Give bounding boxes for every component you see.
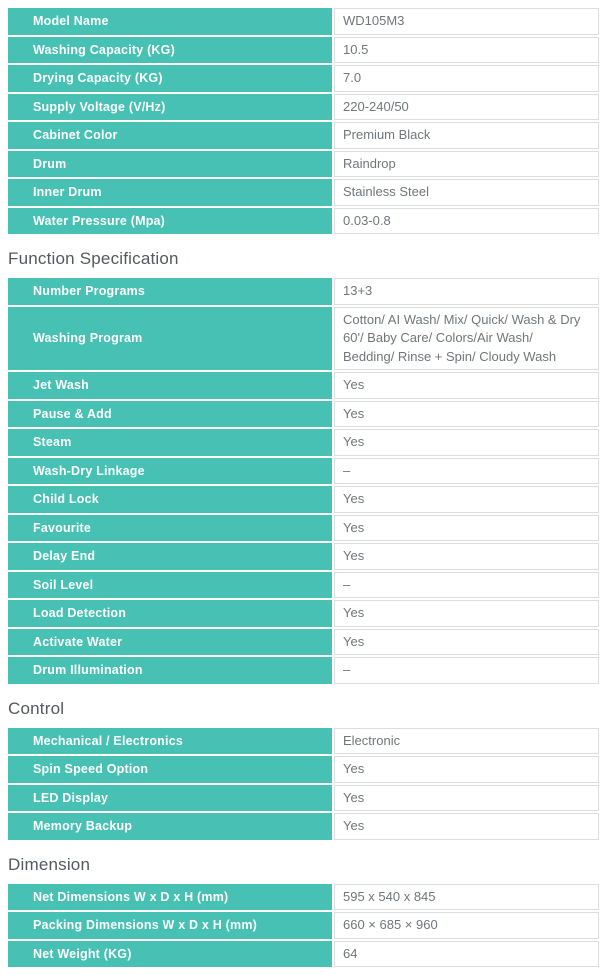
spec-value: Yes	[334, 600, 599, 627]
spec-value: 10.5	[334, 37, 599, 64]
spec-row	[8, 515, 599, 542]
spec-row	[8, 912, 599, 939]
spec-value: 7.0	[334, 65, 599, 92]
spec-row	[8, 657, 599, 684]
spec-row	[8, 372, 599, 399]
spec-value: 0.03-0.8	[334, 208, 599, 235]
spec-row	[8, 401, 599, 428]
spec-label: Drum	[8, 151, 332, 178]
spec-row	[8, 785, 599, 812]
spec-label: Pause & Add	[8, 401, 332, 428]
spec-value: Yes	[334, 515, 599, 542]
spec-value: Yes	[334, 401, 599, 428]
spec-label: Net Weight (KG)	[8, 941, 332, 968]
spec-row	[8, 543, 599, 570]
section-heading-dimension: Dimension	[8, 854, 91, 874]
spec-label: Washing Program	[8, 307, 332, 371]
spec-table	[8, 884, 599, 968]
spec-value: Yes	[334, 756, 599, 783]
spec-row	[8, 151, 599, 178]
spec-section	[8, 8, 599, 234]
spec-row	[8, 65, 599, 92]
section-heading-control: Control	[8, 698, 65, 718]
spec-row	[8, 94, 599, 121]
spec-value: 595 x 540 x 845	[334, 884, 599, 911]
spec-label: Drying Capacity (KG)	[8, 65, 332, 92]
spec-value: Raindrop	[334, 151, 599, 178]
spec-value: Yes	[334, 813, 599, 840]
spec-value: –	[334, 657, 599, 684]
spec-row	[8, 600, 599, 627]
spec-row	[8, 307, 599, 371]
spec-row	[8, 572, 599, 599]
spec-row	[8, 278, 599, 305]
spec-section	[8, 249, 599, 684]
spec-row	[8, 728, 599, 755]
spec-value: 220-240/50	[334, 94, 599, 121]
spec-label: Number Programs	[8, 278, 332, 305]
spec-row	[8, 629, 599, 656]
spec-row	[8, 179, 599, 206]
spec-row	[8, 208, 599, 235]
spec-table	[8, 278, 599, 684]
spec-value: Electronic	[334, 728, 599, 755]
spec-row	[8, 37, 599, 64]
spec-value: Yes	[334, 486, 599, 513]
spec-label: Model Name	[8, 8, 332, 35]
spec-value: 660 × 685 × 960	[334, 912, 599, 939]
spec-value: Yes	[334, 785, 599, 812]
spec-label: Water Pressure (Mpa)	[8, 208, 332, 235]
spec-label: Mechanical / Electronics	[8, 728, 332, 755]
spec-row	[8, 429, 599, 456]
spec-value: Yes	[334, 429, 599, 456]
spec-row	[8, 458, 599, 485]
spec-section	[8, 699, 599, 840]
spec-label: Favourite	[8, 515, 332, 542]
spec-value: Yes	[334, 629, 599, 656]
spec-label: Packing Dimensions W x D x H (mm)	[8, 912, 332, 939]
spec-value: 13+3	[334, 278, 599, 305]
spec-label: Child Lock	[8, 486, 332, 513]
spec-label: Memory Backup	[8, 813, 332, 840]
spec-row	[8, 122, 599, 149]
spec-label: Load Detection	[8, 600, 332, 627]
spec-table	[8, 728, 599, 840]
spec-value: Yes	[334, 543, 599, 570]
spec-label: Soil Level	[8, 572, 332, 599]
spec-label: Jet Wash	[8, 372, 332, 399]
spec-label: Delay End	[8, 543, 332, 570]
spec-row	[8, 486, 599, 513]
spec-table	[8, 8, 599, 234]
spec-row	[8, 8, 599, 35]
spec-value: WD105M3	[334, 8, 599, 35]
spec-value: Cotton/ AI Wash/ Mix/ Quick/ Wash & Dry 60'/ Baby Care/ Colors/Air Wash/ Bedding/ Rinse + Spin/ Cloudy Wash	[334, 307, 599, 371]
spec-value: 64	[334, 941, 599, 968]
spec-label: LED Display	[8, 785, 332, 812]
section-heading-function-specification: Function Specification	[8, 249, 179, 268]
spec-label: Inner Drum	[8, 179, 332, 206]
spec-label: Cabinet Color	[8, 122, 332, 149]
spec-section	[8, 855, 599, 968]
spec-value: –	[334, 458, 599, 485]
spec-row	[8, 813, 599, 840]
spec-label: Drum Illumination	[8, 657, 332, 684]
spec-value: –	[334, 572, 599, 599]
spec-value: Stainless Steel	[334, 179, 599, 206]
spec-row	[8, 941, 599, 968]
spec-label: Washing Capacity (KG)	[8, 37, 332, 64]
spec-row	[8, 884, 599, 911]
spec-label: Activate Water	[8, 629, 332, 656]
spec-value: Yes	[334, 372, 599, 399]
spec-row	[8, 756, 599, 783]
product-specification-page	[8, 8, 599, 967]
spec-value: Premium Black	[334, 122, 599, 149]
spec-label: Supply Voltage (V/Hz)	[8, 94, 332, 121]
spec-label: Spin Speed Option	[8, 756, 332, 783]
spec-label: Net Dimensions W x D x H (mm)	[8, 884, 332, 911]
spec-label: Wash-Dry Linkage	[8, 458, 332, 485]
spec-label: Steam	[8, 429, 332, 456]
